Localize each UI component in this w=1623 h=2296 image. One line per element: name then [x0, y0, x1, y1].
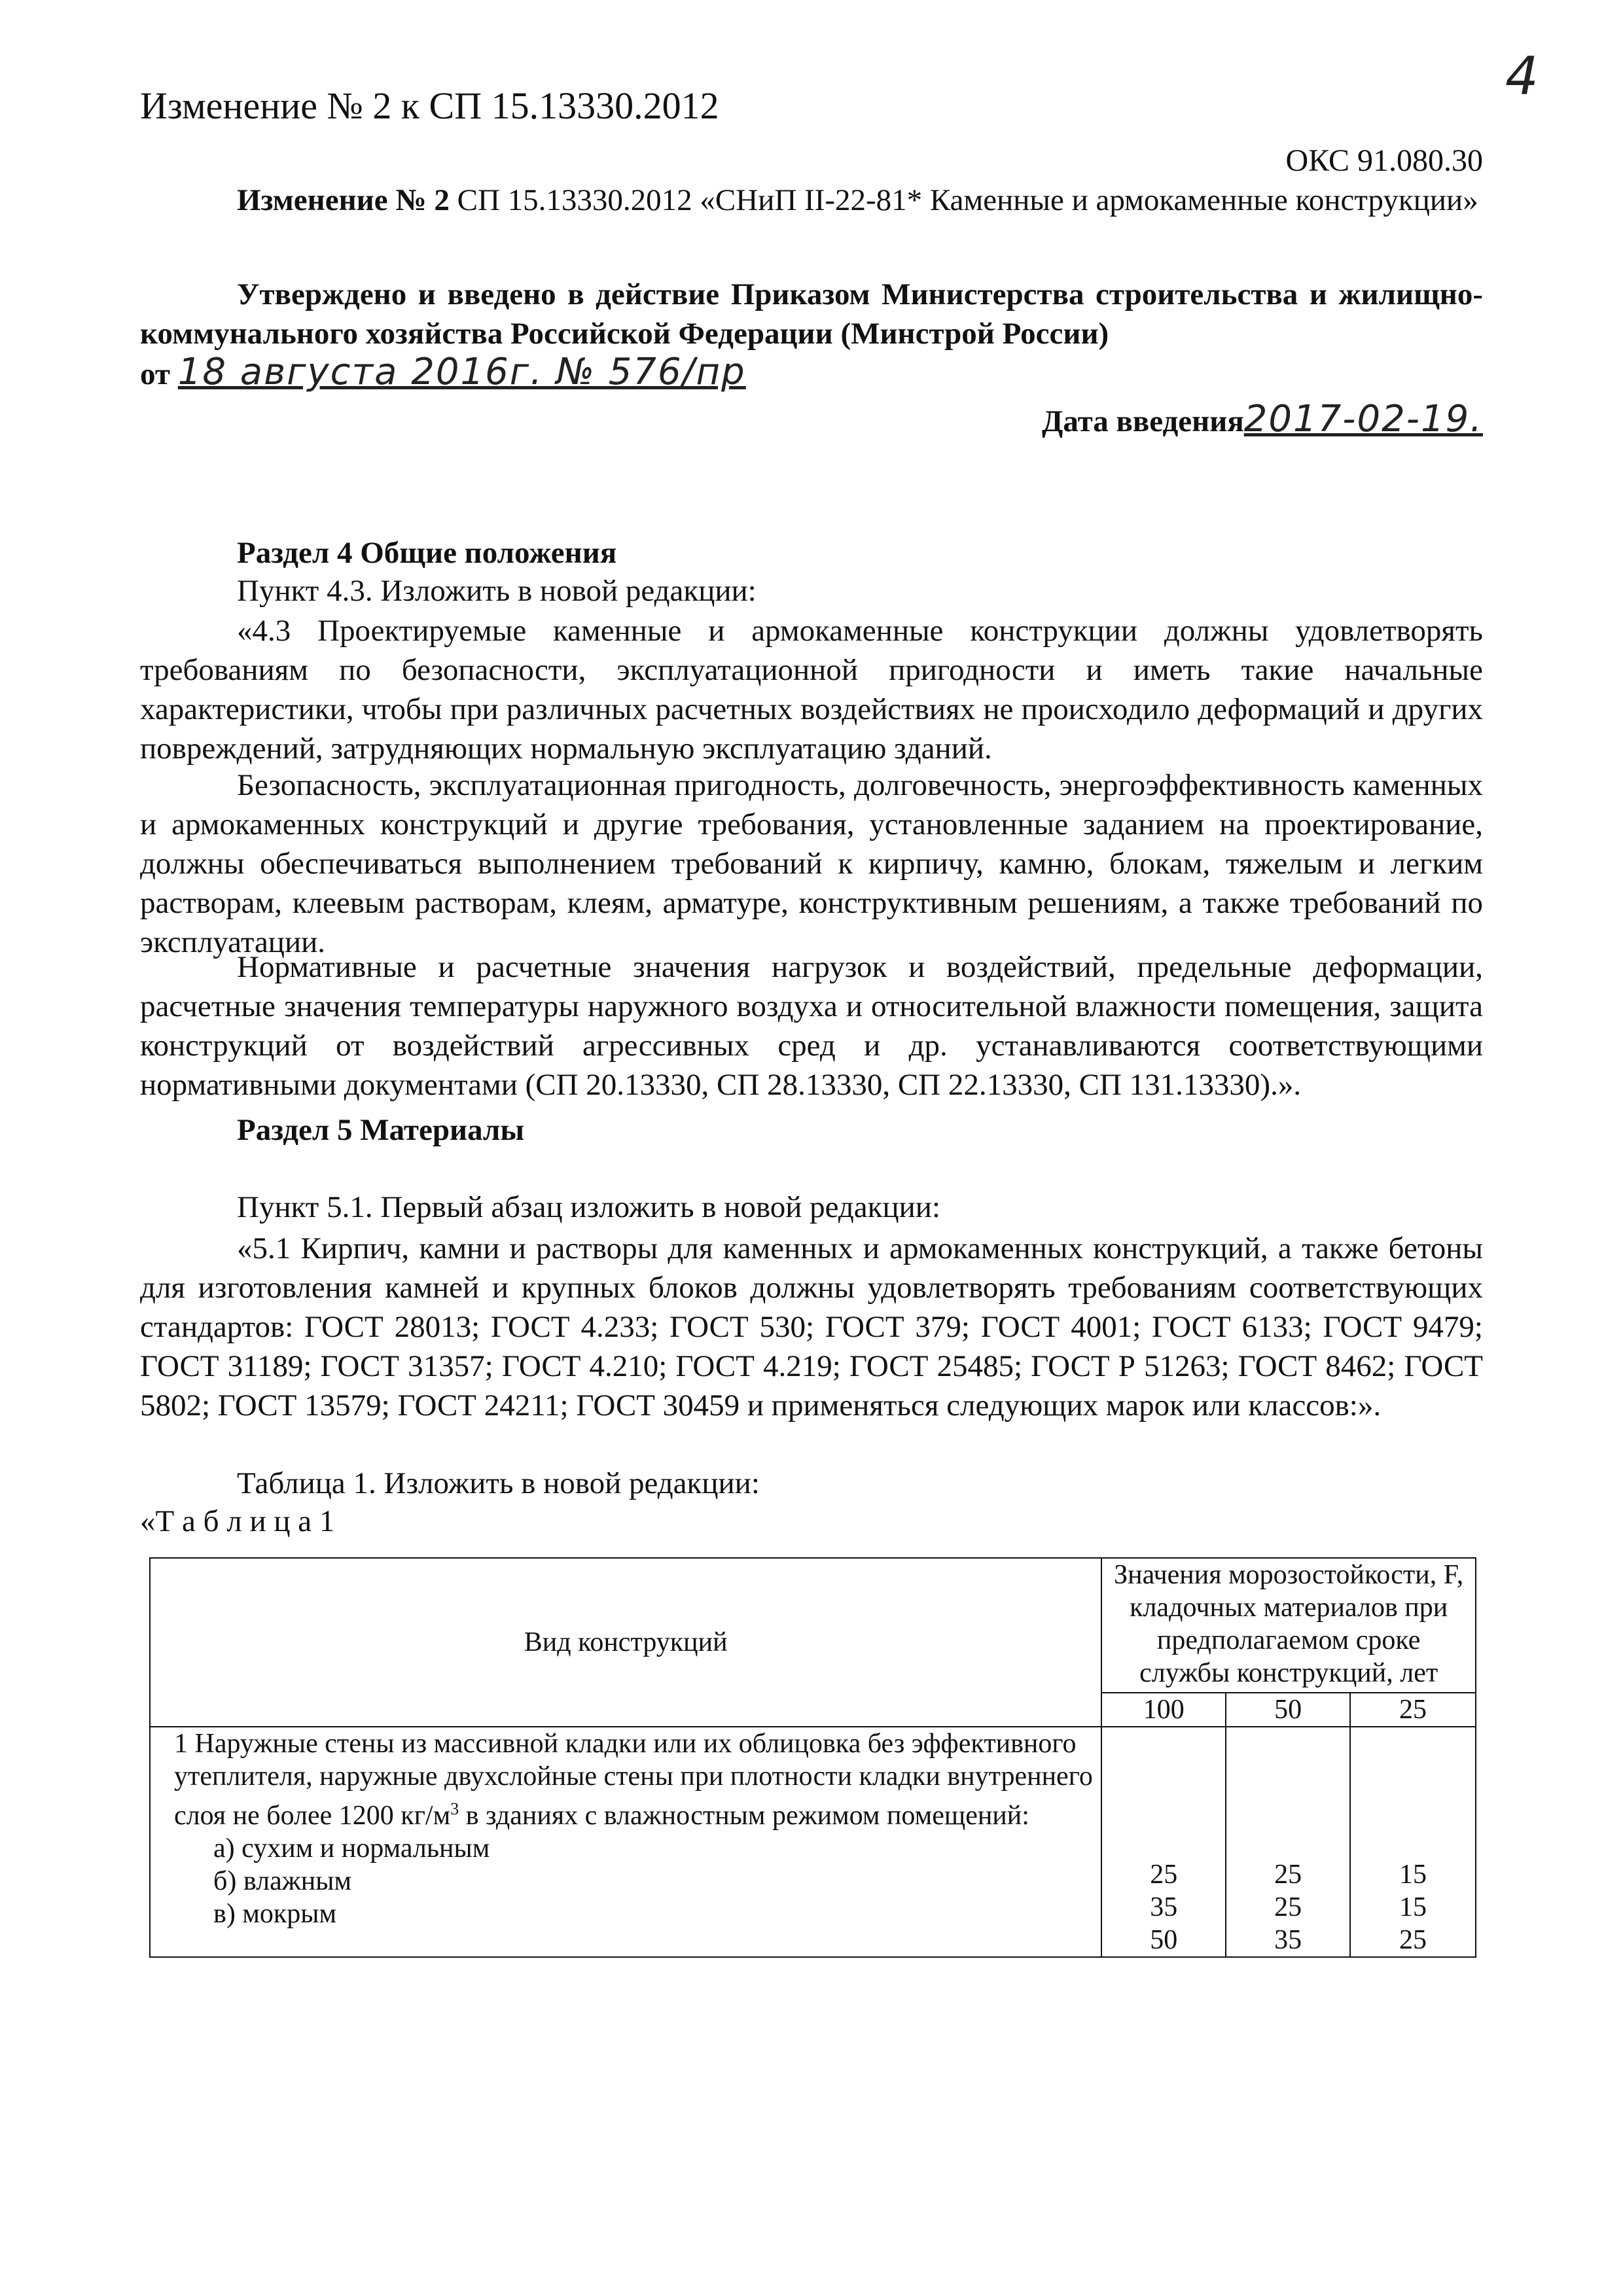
- from-label: от: [140, 357, 170, 391]
- approval-statement: Утверждено и введено в действие Приказом Министерства строительства и жилищно-коммунального хозяйства Российской Федерации (Минстрой России): [140, 277, 1483, 351]
- frost-resistance-table: [149, 1557, 1476, 1958]
- table-col-25: [1350, 1727, 1476, 1957]
- table-header-construction-type: Вид конструкций: [150, 1558, 1101, 1727]
- table-header-frost-resistance: Значения морозостойкости, F, кладочных материалов при предполагаемом сроке службы конструкций, лет: [1101, 1558, 1476, 1693]
- table-row-description-tail: в зданиях с влажностным режимом помещений:: [459, 1801, 1029, 1831]
- table-row-description: [150, 1727, 1101, 1957]
- table-row-description-text: 1 Наружные стены из массивной кладки или их облицовка без эффективного утеплителя, наружные двухслойные стены при плотности кладки внутреннего слоя не более 1200 кг/м: [174, 1729, 1093, 1831]
- page-number-handwritten: 4: [1505, 46, 1540, 107]
- table-subrow-label-c: в) мокрым: [213, 1899, 337, 1929]
- table-year-50: 50: [1226, 1693, 1350, 1727]
- table-row-description-sup: 3: [450, 1799, 459, 1818]
- table-caption: «Т а б л и ц а 1: [140, 1504, 335, 1538]
- table-cell: 25: [1274, 1892, 1302, 1922]
- effective-date-label: Дата введения: [1041, 404, 1244, 438]
- effective-date-line: [1042, 398, 1483, 440]
- table-col-100: [1101, 1727, 1226, 1957]
- table-cell: 25: [1150, 1860, 1178, 1890]
- table-col-50: [1226, 1727, 1350, 1957]
- section-4-title: Раздел 4 Общие положения: [237, 536, 617, 570]
- document-title-bold: Изменение № 2: [237, 183, 450, 217]
- table-header-row: [150, 1558, 1476, 1693]
- table-cell: 50: [1150, 1925, 1178, 1955]
- table-row: [150, 1727, 1476, 1957]
- oks-code: ОКС 91.080.30: [1285, 143, 1483, 178]
- table-cell: 35: [1274, 1925, 1302, 1955]
- effective-date-handwritten: 2017-02-19.: [1243, 398, 1483, 440]
- table-subrow-label-b: б) влажным: [213, 1866, 352, 1896]
- header-title: Изменение № 2 к СП 15.13330.2012: [140, 84, 719, 127]
- section-5-paragraph-1: «5.1 Кирпич, камни и растворы для каменных и армокаменных конструкций, а также бетоны для изготовления камней и крупных блоков должны удовлетворять требованиям соответствующих стандартов: ГОСТ 28013; ГОСТ 4.233; ГОСТ 530; ГОСТ 379; ГОСТ 4001; ГОСТ 6133; ГОСТ 9479; ГОСТ 31189; ГОСТ 31357; ГОСТ 4.210; ГОСТ 4.219; ГОСТ 25485; ГОСТ Р 51263; ГОСТ 8462; ГОСТ 5802; ГОСТ 13579; ГОСТ 24211; ГОСТ 30459 и применяться следующих марок или классов:».: [140, 1231, 1483, 1422]
- section-5-title: Раздел 5 Материалы: [237, 1113, 525, 1147]
- table-cell: 15: [1399, 1860, 1427, 1890]
- section-5-item: Пункт 5.1. Первый абзац изложить в новой редакции:: [237, 1190, 941, 1224]
- section-4-item: Пункт 4.3. Изложить в новой редакции:: [237, 574, 757, 608]
- table-year-25: 25: [1350, 1693, 1476, 1727]
- approval-date-line: [140, 351, 746, 393]
- table-cell: 35: [1150, 1892, 1178, 1922]
- table-year-100: 100: [1101, 1693, 1226, 1727]
- section-4-paragraph-1: «4.3 Проектируемые каменные и армокаменные конструкции должны удовлетворять требованиям по безопасности, эксплуатационной пригодности и иметь такие начальные характеристики, чтобы при различных расчетных воздействиях не происходило деформаций и других повреждений, затрудняющих нормальную эксплуатацию зданий.: [140, 614, 1483, 766]
- table-cell: 25: [1274, 1860, 1302, 1890]
- table-cell: 25: [1399, 1925, 1427, 1955]
- document-title-rest: СП 15.13330.2012 «СНиП II-22-81* Каменные и армокаменные конструкции»: [449, 183, 1478, 217]
- table-subrow-label-a: а) сухим и нормальным: [213, 1833, 490, 1863]
- table-cell: 15: [1399, 1892, 1427, 1922]
- document-title: [140, 181, 1483, 220]
- section-4-paragraph-3: Нормативные и расчетные значения нагрузок и воздействий, предельные деформации, расчетные значения температуры наружного воздуха и относительной влажности помещения, защита конструкций от воздействий агрессивных сред и др. устанавливаются соответствующими нормативными документами (СП 20.13330, СП 28.13330, СП 22.13330, СП 131.13330).».: [140, 950, 1483, 1102]
- order-handwritten: 18 августа 2016г. № 576/пр: [177, 351, 746, 393]
- section-4-paragraph-2: Безопасность, эксплуатационная пригодность, долговечность, энергоэффективность каменных и армокаменных конструкций и другие требования, установленные заданием на проектирование, должны обеспечиваться выполнением требований к кирпичу, камню, блокам, тяжелым и легким растворам, клеевым растворам, клеям, арматуре, конструктивным решениям, а также требований по эксплуатации.: [140, 768, 1483, 959]
- table-intro: Таблица 1. Изложить в новой редакции:: [237, 1466, 760, 1500]
